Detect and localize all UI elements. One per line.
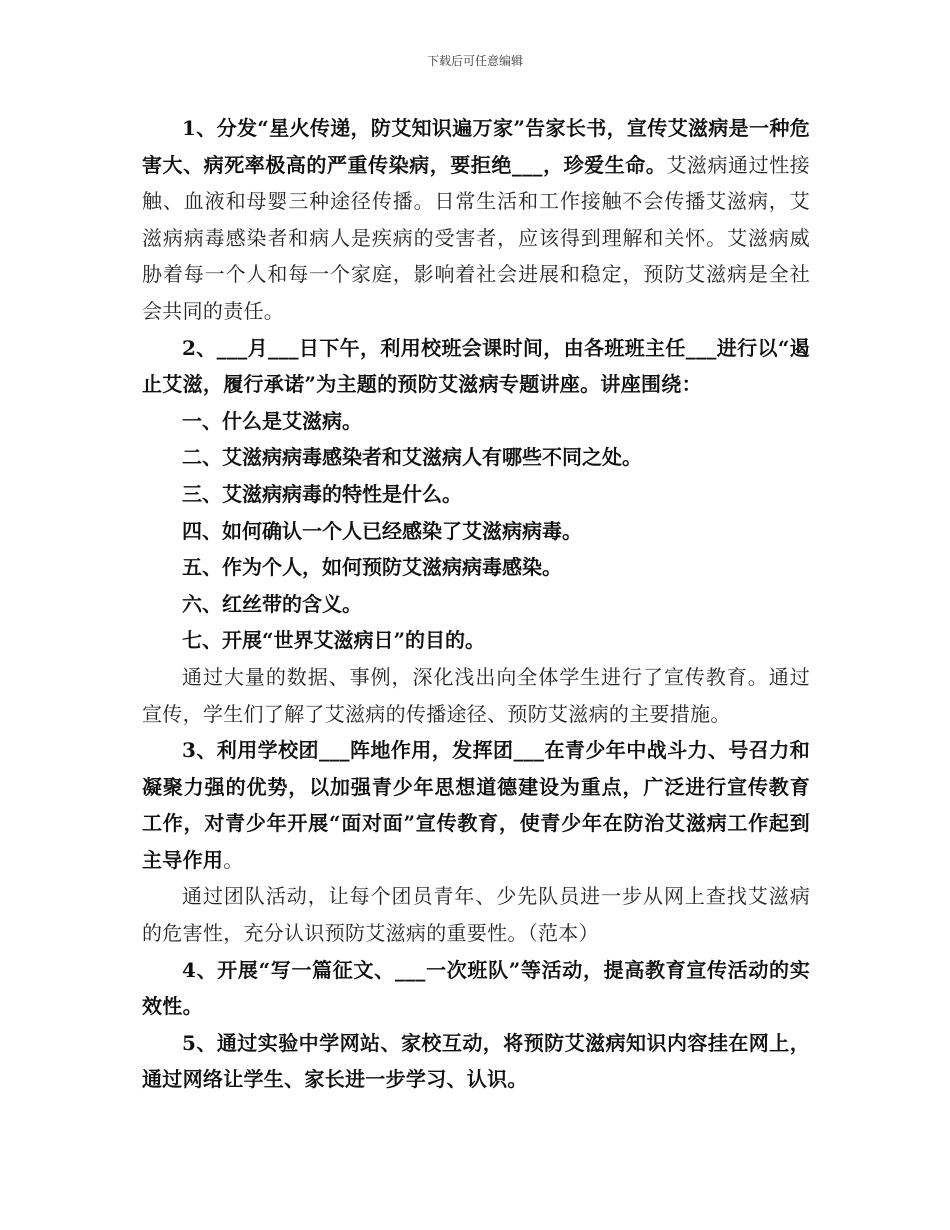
paragraph-6: 4、开展“写一篇征文、___一次班队”等活动，提高教育宣传活动的实效性。	[142, 957, 810, 1019]
page-header: 下载后可任意编辑	[426, 54, 523, 68]
paragraph-4	[142, 732, 810, 878]
paragraph-1-bold: 1、分发“星火传递，防艾知识遍万家”告家长书，宣传艾滋病是一种危害大、病死率极高的严重传染病，要拒绝___，珍爱生命。	[142, 116, 810, 177]
topic-item: 一、什么是艾滋病。	[182, 408, 362, 433]
document-body	[142, 110, 810, 1098]
topic-item: 五、作为个人，如何预防艾滋病病毒感染。	[182, 555, 562, 580]
topic-item: 七、开展“世界艾滋病日”的目的。	[182, 628, 486, 653]
topic-item: 三、艾滋病病毒的特性是什么。	[182, 481, 462, 506]
paragraph-4-normal: 。	[223, 847, 244, 872]
paragraph-3: 通过大量的数据、事例，深化浅出向全体学生进行了宣传教育。通过宣传，学生们了解了艾滋病的传播途径、预防艾滋病的主要措施。	[142, 664, 810, 726]
paragraph-7: 5、通过实验中学网站、家校互动，将预防艾滋病知识内容挂在网上，通过网络让学生、家长进一步学习、认识。	[142, 1030, 810, 1092]
topic-item: 四、如何确认一个人已经感染了艾滋病病毒。	[182, 518, 582, 543]
paragraph-1-normal: 艾滋病通过性接触、血液和母婴三种途径传播。日常生活和工作接触不会传播艾滋病，艾滋病病毒感染者和病人是疾病的受害者，应该得到理解和关怀。艾滋病威胁着每一个人和每一个家庭，影响着社会进展和稳定，预防艾滋病是全社会共同的责任。	[142, 152, 810, 323]
paragraph-1	[142, 110, 810, 330]
paragraph-4-bold: 3、利用学校团___阵地作用，发挥团___在青少年中战斗力、号召力和凝聚力强的优势，以加强青少年思想道德建设为重点，广泛进行宣传教育工作，对青少年开展“面对面”宣传教育，使青少年在防治艾滋病工作起到主导作用	[142, 738, 810, 872]
paragraph-5: 通过团队活动，让每个团员青年、少先队员进一步从网上查找艾滋病的危害性，充分认识预防艾滋病的重要性。（范本）	[142, 884, 810, 946]
paragraph-2: 2、___月___日下午，利用校班会课时间，由各班班主任___进行以“遏止艾滋，履行承诺”为主题的预防艾滋病专题讲座。讲座围绕：	[142, 335, 810, 397]
topic-item: 二、艾滋病病毒感染者和艾滋病人有哪些不同之处。	[182, 445, 642, 470]
topic-item: 六、红丝带的含义。	[182, 591, 362, 616]
